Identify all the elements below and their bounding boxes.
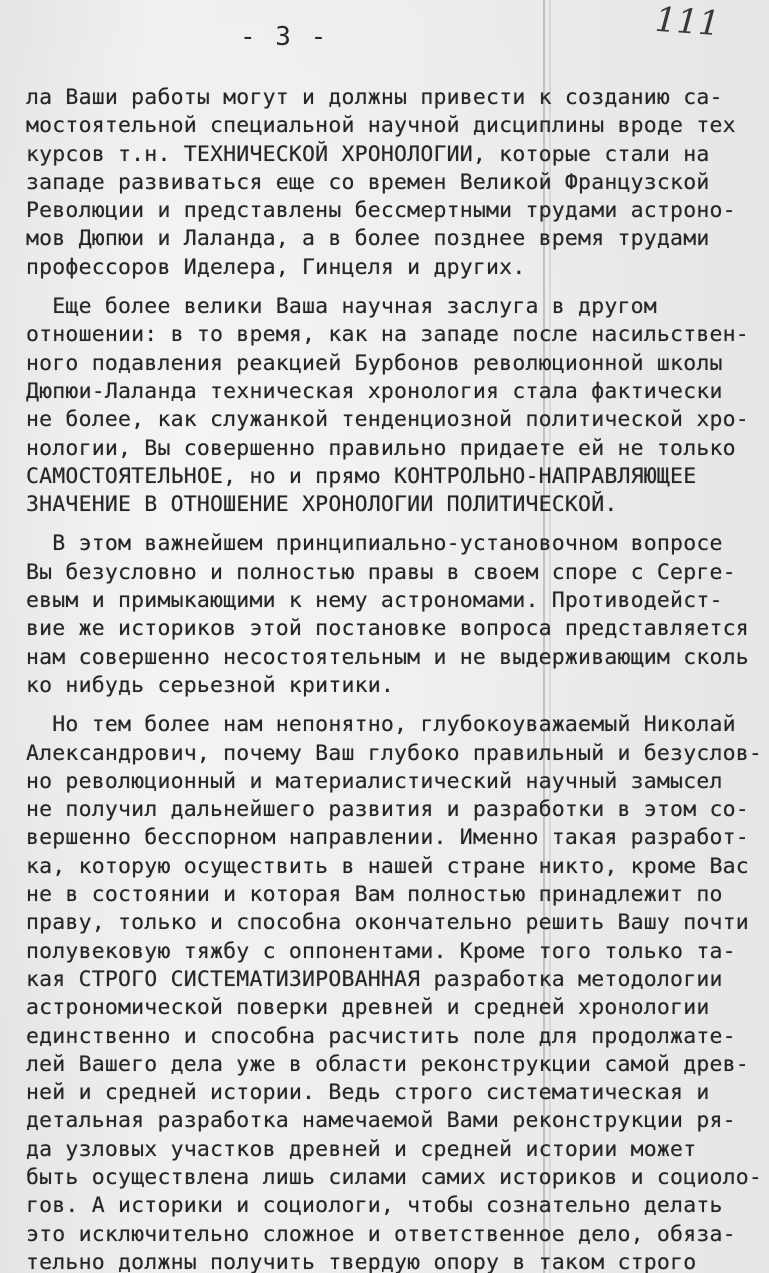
text-line: вие же историков этой постановке вопроса представляется (26, 616, 749, 642)
text-line: Еще более велики Ваша научная заслуга в другом (26, 294, 657, 320)
handwritten-archive-number: 111 (653, 0, 722, 45)
letter-body (26, 84, 763, 1273)
text-line: полувековую тяжбу с оппонентами. Кроме того только та- (26, 938, 736, 964)
text-line: астрономической поверки древней и средней хронологии (26, 995, 710, 1021)
text-line: гов. А историки и социологи, чтобы сознательно делать (26, 1193, 723, 1219)
text-line: единственно и способна расчистить поле для продолжате- (26, 1023, 736, 1049)
text-line: мов Дюпюи и Лаланда, а в более позднее время трудами (26, 226, 710, 252)
text-line: кая СТРОГО СИСТЕМАТИЗИРОВАННАЯ разработка методологии (26, 966, 723, 992)
text-line: отношении: в то время, как на западе после насильствен- (26, 322, 749, 348)
text-line: Александрович, почему Ваш глубоко правильный и безуслов- (26, 740, 763, 766)
page-number: - 3 - (240, 22, 329, 52)
text-line: не более, как служанкой тенденциозной политической хро- (26, 407, 749, 433)
text-line: САМОСТОЯТЕЛЬНОЕ, но и прямо КОНТРОЛЬНО-НАПРАВЛЯЮЩЕЕ (26, 463, 697, 489)
text-line: мостоятельной специальной научной дисциплины вроде тех (26, 113, 736, 139)
text-line: Дюпюи-Лаланда техническая хронология стала фактически (26, 378, 723, 404)
text-line: Но тем более нам непонятно, глубокоуважаемый Николай (26, 712, 736, 738)
text-line: ЗНАЧЕНИЕ В ОТНОШЕНИЕ ХРОНОЛОГИИ ПОЛИТИЧЕСКОЙ. (26, 492, 618, 518)
text-line: вершенно бесспорном направлении. Именно такая разработ- (26, 825, 749, 851)
text-line: праву, только и способна окончательно решить Вашу почти (26, 910, 749, 936)
text-line: евым и примыкающими к нему астрономами. Противодейст- (26, 588, 723, 614)
text-line: лей Вашего дела уже в области реконструкции самой древ- (26, 1051, 749, 1077)
paragraph (26, 711, 763, 1273)
paragraph-gap (26, 519, 756, 530)
text-line: но революционный и материалистический научный замысел (26, 768, 723, 794)
text-line: ней и средней истории. Ведь строго систематическая и (26, 1080, 710, 1106)
text-line: это исключительно сложное и ответственное дело, обяза- (26, 1221, 736, 1247)
text-line: ного подавления реакцией Бурбонов революционной школы (26, 350, 723, 376)
text-line: ла Ваши работы могут и должны привести к созданию са- (26, 85, 723, 110)
text-line: тельно должны получить твердую опору в таком строго (26, 1249, 697, 1273)
text-line: детальная разработка намечаемой Вами реконструкции ря- (26, 1108, 736, 1134)
paragraph (26, 293, 756, 519)
text-line: курсов т.н. ТЕХНИЧЕСКОЙ ХРОНОЛОГИИ, которые стали на (26, 141, 710, 167)
paragraph-gap (26, 282, 756, 293)
text-line: профессоров Иделера, Гинцеля и других. (26, 254, 526, 280)
text-line: ка, которую осуществить в нашей стране никто, кроме Вас (26, 853, 749, 879)
text-line: нам совершенно несостоятельным и не выдерживающим сколь (26, 644, 749, 670)
text-line: нологии, Вы совершенно правильно придаете ей не только (26, 435, 736, 461)
text-line: не в состоянии и которая Вам полностью принадлежит по (26, 882, 723, 908)
text-line: Революции и представлены бессмертными трудами астроно- (26, 198, 736, 224)
text-line: В этом важнейшем принципиально-установочном вопросе (26, 531, 723, 557)
paragraph (26, 84, 756, 282)
text-line: Вы безусловно и полностью правы в своем споре с Серге- (26, 559, 736, 585)
paragraph (26, 530, 756, 700)
text-line: ко нибудь серьезной критики. (26, 672, 395, 698)
text-line: да узловых участков древней и средней истории может (26, 1136, 697, 1162)
text-line: быть осуществлена лишь силами самих историков и социоло- (26, 1164, 763, 1190)
text-line: западе развиваться еще со времен Великой Французской (26, 169, 710, 195)
text-line: не получил дальнейшего развития и разработки в этом со- (26, 797, 749, 823)
paragraph-gap (26, 700, 756, 711)
